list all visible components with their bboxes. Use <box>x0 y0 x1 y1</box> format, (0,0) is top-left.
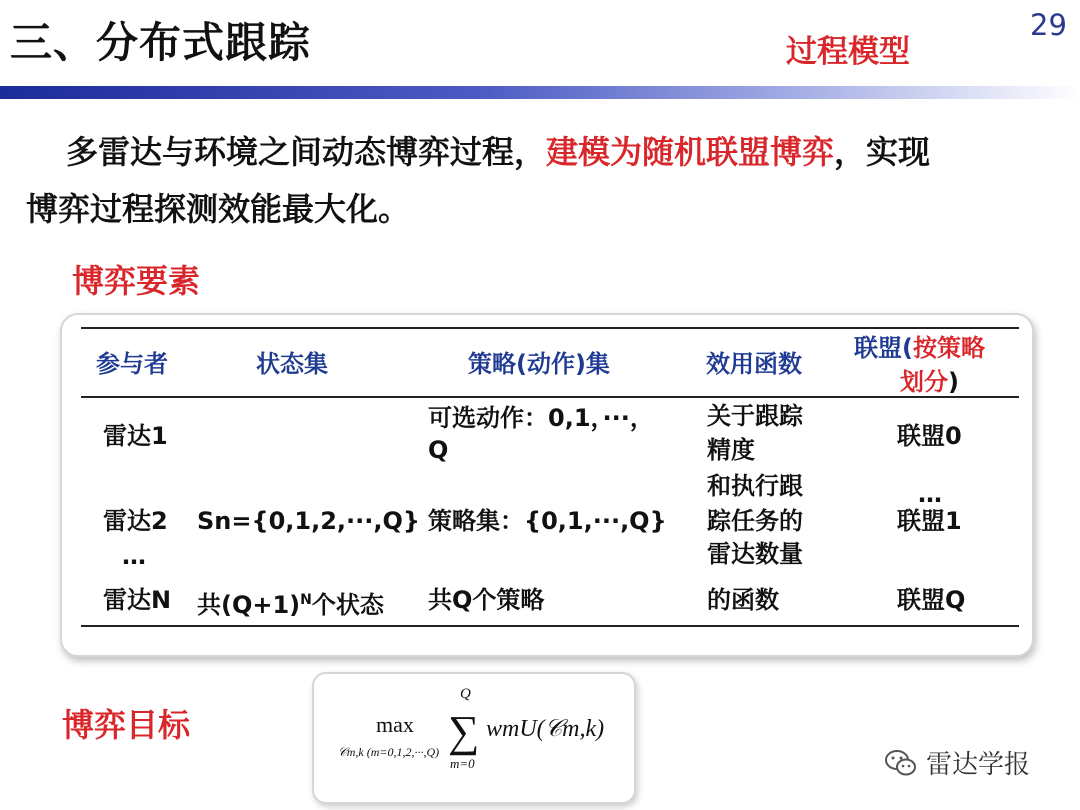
formula-sum-lower: m=0 <box>450 756 475 771</box>
utility-line-3: 和执行跟 <box>707 472 803 500</box>
header-state-set: 状态集 <box>256 350 328 378</box>
table-top-rule <box>81 327 1019 329</box>
utility-line-1: 关于跟踪 <box>707 402 803 430</box>
utility-line-2: 精度 <box>707 436 755 464</box>
page-number: 29 <box>1030 8 1067 42</box>
formula-sum-upper: Q <box>460 686 471 702</box>
participant-ellipsis: … <box>122 542 146 570</box>
strategy-actions-line1: 可选动作：0,1，···， <box>428 404 654 432</box>
watermark-text: 雷达学报 <box>926 750 1031 780</box>
formula-sigma: ∑ <box>448 707 480 756</box>
intro-line2: 博弈过程探测效能最大化。 <box>26 190 411 228</box>
strategy-count: 共Q个策略 <box>428 586 545 614</box>
model-label: 过程模型 <box>786 34 910 70</box>
formula-max: max <box>376 712 414 737</box>
strategy-set-value: 策略集：{0,1,···,Q} <box>428 507 667 535</box>
objective-formula <box>314 674 634 802</box>
game-objective-label: 博弈目标 <box>62 706 191 744</box>
utility-line-6: 的函数 <box>707 586 779 614</box>
coalition-1: 联盟1 <box>897 507 962 535</box>
wechat-icon <box>884 748 918 778</box>
strategy-actions-line2: Q <box>428 436 449 464</box>
title-underline-bar <box>0 86 1080 99</box>
header-participant: 参与者 <box>96 350 168 378</box>
slide-title: 三、分布式跟踪 <box>10 18 312 67</box>
table-header-rule <box>81 396 1019 398</box>
participant-1: 雷达1 <box>103 422 168 450</box>
intro-highlight: 建模为随机联盟博弈 <box>546 133 835 171</box>
state-set-value: Sn={0,1,2,···,Q} <box>197 507 420 535</box>
header-strategy-set: 策略(动作)集 <box>468 350 610 378</box>
intro-part3: ，实现 <box>834 133 931 171</box>
objective-formula-box <box>312 672 636 804</box>
participant-2: 雷达2 <box>103 507 168 535</box>
header-coalition-line2: 划分) <box>900 368 959 396</box>
coalition-q: 联盟Q <box>897 586 966 614</box>
utility-line-4: 踪任务的 <box>707 507 803 535</box>
game-elements-label: 博弈要素 <box>72 262 201 300</box>
formula-max-subscript: 𝒞m,k (m=0,1,2,···,Q) <box>338 745 440 759</box>
coalition-0: 联盟0 <box>897 422 962 450</box>
header-coalition-line1: 联盟(按策略 <box>854 334 985 362</box>
utility-line-5: 雷达数量 <box>707 540 803 568</box>
table-bottom-rule <box>81 625 1019 627</box>
formula-body: wmU(𝒞m,k) <box>486 716 605 742</box>
coalition-ellipsis: … <box>918 480 942 508</box>
state-count: 共$(Q+1)^N$个状态 <box>197 591 384 619</box>
participant-n: 雷达N <box>103 586 172 614</box>
intro-part1: 多雷达与环境之间动态博弈过程， <box>66 133 547 171</box>
watermark <box>884 744 1030 781</box>
intro-paragraph <box>26 124 1066 238</box>
header-utility: 效用函数 <box>706 350 802 378</box>
